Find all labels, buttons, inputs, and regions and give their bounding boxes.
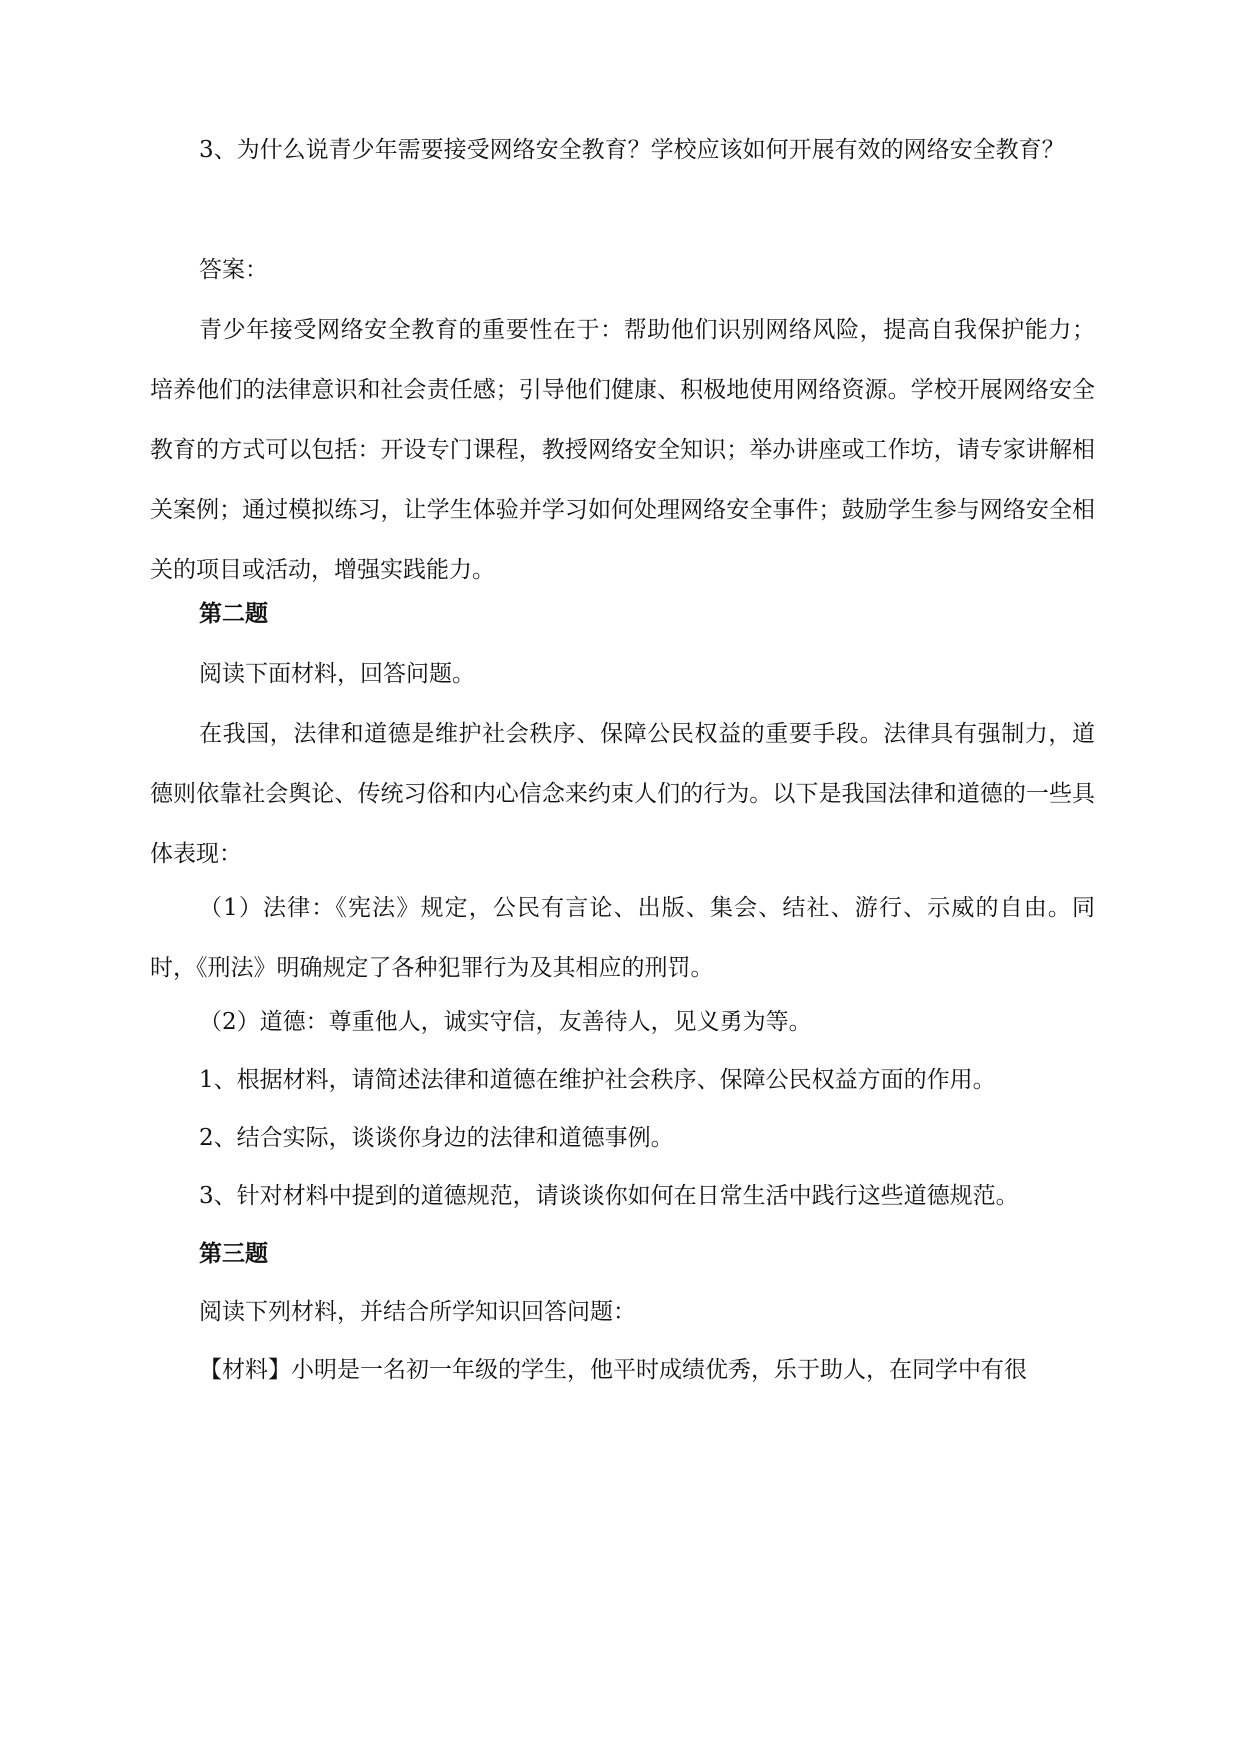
question-3-text: 3、为什么说青少年需要接受网络安全教育？学校应该如何开展有效的网络安全教育？ bbox=[199, 137, 1065, 163]
section-2-question-3: 3、针对材料中提到的道德规范，请谈谈你如何在日常生活中践行这些道德规范。 bbox=[199, 1183, 1019, 1209]
answer-body: 青少年接受网络安全教育的重要性在于：帮助他们识别网络风险，提高自我保护能力；培养他们的法律意识和社会责任感；引导他们健康、积极地使用网络资源。学校开展网络安全教育的方式可以包括：开设专门课程，教授网络安全知识；举办讲座或工作坊，请专家讲解相关案例；通过模拟练习，让学生体验并学习如何处理网络安全事件；鼓励学生参与网络安全相关的项目或活动，增强实践能力。 bbox=[150, 317, 1095, 583]
section-2-item-2: （2）道德：尊重他人，诚实守信，友善待人，见义勇为等。 bbox=[199, 1009, 812, 1035]
section-2-item-1: （1）法律：《宪法》规定，公民有言论、出版、集会、结社、游行、示威的自由。同时，《刑法》明确规定了各种犯罪行为及其相应的刑罚。 bbox=[150, 895, 1095, 981]
section-2-instruction: 阅读下面材料，回答问题。 bbox=[199, 661, 475, 687]
section-2-question-1: 1、根据材料，请简述法律和道德在维护社会秩序、保障公民权益方面的作用。 bbox=[199, 1067, 996, 1093]
section-2-material: 在我国，法律和道德是维护社会秩序、保障公民权益的重要手段。法律具有强制力，道德则依靠社会舆论、传统习俗和内心信念来约束人们的行为。以下是我国法律和道德的一些具体表现： bbox=[150, 721, 1095, 867]
section-3-instruction: 阅读下列材料，并结合所学知识回答问题： bbox=[199, 1299, 636, 1325]
section-2-question-2: 2、结合实际，谈谈你身边的法律和道德事例。 bbox=[199, 1125, 674, 1151]
answer-label: 答案： bbox=[199, 257, 268, 283]
section-heading-2: 第二题 bbox=[199, 600, 268, 627]
section-3-material: 【材料】小明是一名初一年级的学生，他平时成绩优秀，乐于助人，在同学中有很 bbox=[199, 1357, 1027, 1383]
section-heading-3: 第三题 bbox=[199, 1240, 268, 1267]
